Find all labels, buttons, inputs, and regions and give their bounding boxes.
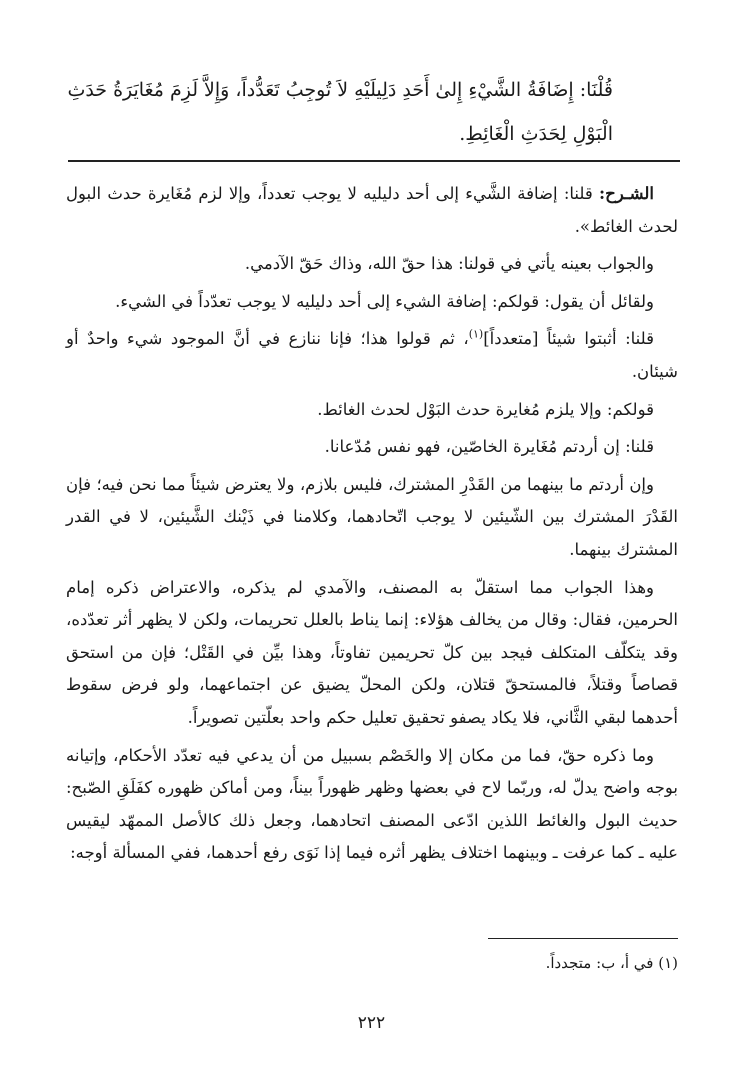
commentary-paragraph-2: والجواب بعينه يأتي في قولنا: هذا حقّ الله، وذاك حَقّ الآدمي. (244, 254, 654, 274)
section-divider (68, 160, 680, 162)
matn-line-1: قُلْنَا: إِضَافَةُ الشَّيْءِ إِلىٰ أَحَدِ دَلِيلَيْهِ لاَ تُوجِبُ تَعَدُّداً، وَإِلاَّ لَزِمَ مُغَايَرَةُ حَدَثِ (67, 79, 613, 101)
matn-line-2: الْبَوْلِ لِحَدَثِ الْغَائِطِ. (459, 123, 613, 145)
commentary-paragraph-3: ولقائل أن يقول: قولكم: إضافة الشيء إلى أحد دليليه لا يوجب تعدّداً في الشيء. (115, 291, 654, 311)
commentary-paragraph-1 (66, 178, 678, 243)
footnote-divider (488, 938, 678, 939)
commentary-paragraph-9: وما ذكره حقّ، فما من مكان إلا والخَصْم بسبيل من أن يدعي فيه تعدّد الأحكام، وإتيانه بوجه واضح يدلّ له، وربّما لاح في بعضها وظهر ظهوراً بيناً، ومن أماكن ظهوره كفَلَقِ الصّبح: حديث البول والغائط اللذين ادّعى المصنف اتحادهما، وجعل ذلك كالأصل الممهّد ليقيس عليه ـ كما عرفت ـ وبينهما اختلاف يظهر أثره فيما إذا نَوَى رفع أحدهما، ففي المسألة أوجه: (66, 745, 678, 863)
footnote-reference: (١) (468, 327, 484, 341)
commentary-paragraph-4 (66, 323, 678, 388)
commentary-paragraph-5: قولكم: وإلا يلزم مُغايرة حدث البَوْل لحدث الغائط. (317, 399, 654, 419)
page-number: ٢٢٢ (357, 1013, 386, 1033)
commentary-paragraph-4-end: ، ثم قولوا هذا؛ فإنا ننازع في أنَّ الموجود شيء واحدٌ أو شيئان. (66, 329, 678, 381)
matn-text (68, 68, 613, 156)
sharh-label: الشـرح: (598, 184, 654, 203)
footnote: (١) في أ، ب: متجدداً. (545, 954, 678, 972)
commentary-paragraph-8: وهذا الجواب مما استقلّ به المصنف، والآمدي لم يذكره، والاعتراض ذكره إمام الحرمين، فقال: وقال من يخالف هؤلاء: إنما يناط بالعلل تحريمات، ولكن لا يظهر أثر تعدّده، وقد يتكلّف المتكلف فيجد بين كلّ تحريمين تفاوتاً، وهذا بيِّن في القَتْل؛ فإن من استحق قصاصاً وقتلاً، فالمستحقّ قتلان، ولكن المحلّ يضيق عن اجتماعهما، ولو فرض سقوط أحدهما لبقي الثَّاني، فلا يكاد يصفو تحقيق تعليل حكم واحد بعلّتين تصويراً. (66, 577, 678, 727)
commentary-text (66, 178, 678, 875)
commentary-paragraph-1-text: قلنا: إضافة الشَّيء إلى أحد دليليه لا يوجب تعدداً، وإلا لزم مُغَايرة حدث البول لحدث الغائط». (66, 184, 678, 236)
commentary-paragraph-4-start: قلنا: أثبتوا شيئاً [متعدداً] (483, 329, 654, 349)
commentary-paragraph-7: وإن أردتم ما بينهما من القَدْرِ المشترك، فليس بلازم، ولا يعترض شيئاً مما نحن فيه؛ فإن القَدْرَ المشترك بين الشّيئين لا يوجب اتّحادهما، وكلامنا في ذَيْنك الشَّيئين، لا في القدر المشترك بينهما. (66, 474, 678, 559)
commentary-paragraph-6: قلنا: إن أردتم مُغَايرة الخاصّين، فهو نفس مُدّعانا. (324, 437, 654, 457)
